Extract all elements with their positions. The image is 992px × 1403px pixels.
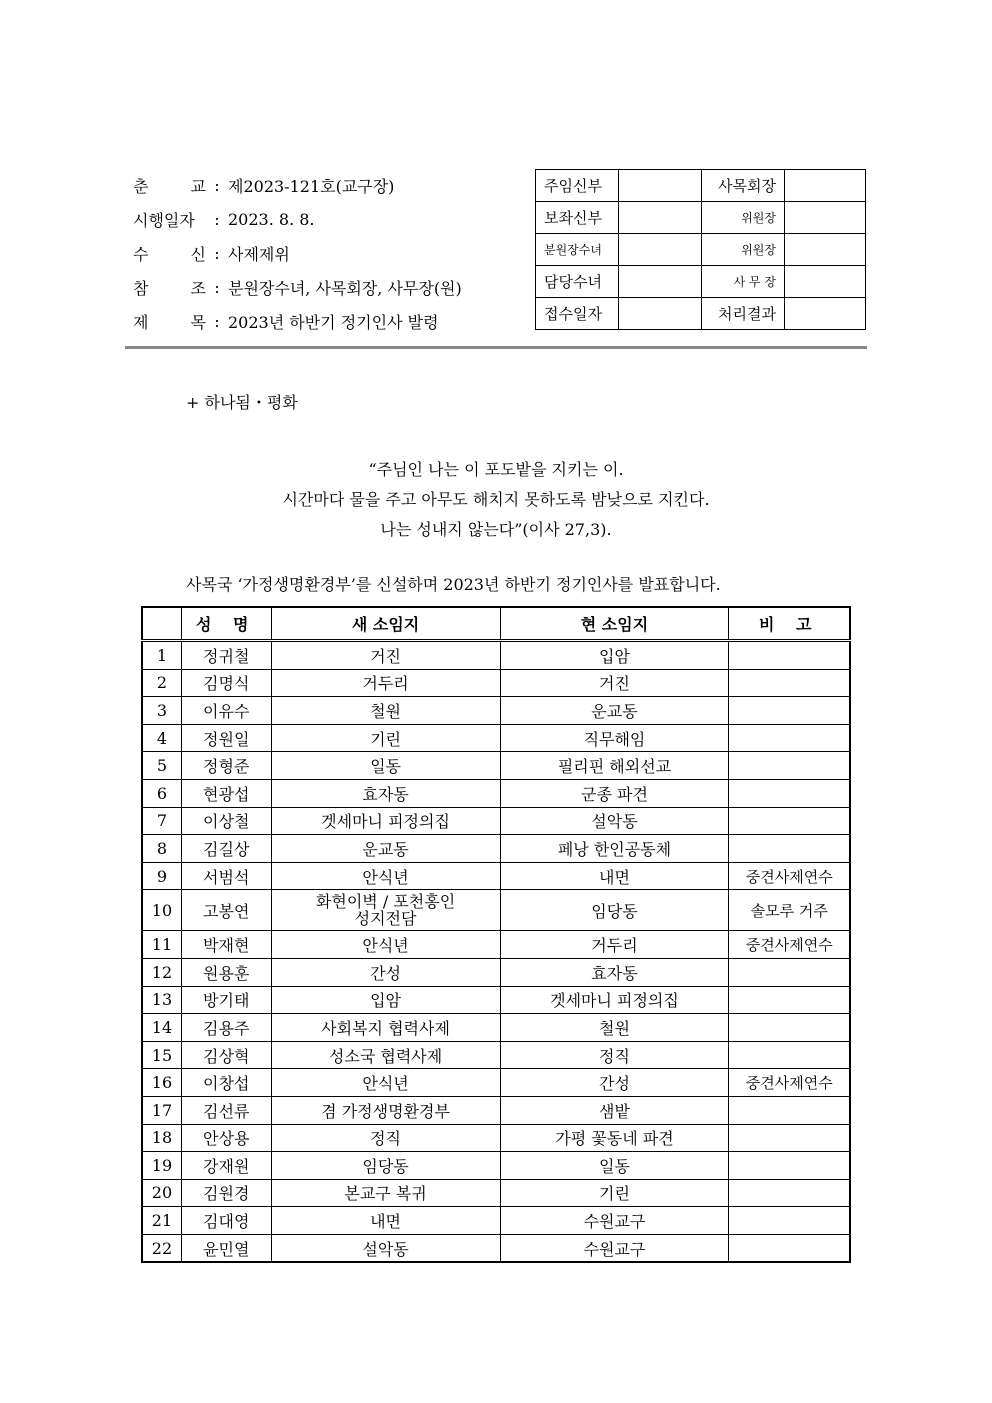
header-field-value: 2023년 하반기 정기인사 발령 (228, 312, 439, 332)
approval-signature-cell (785, 170, 866, 202)
header-field-value: 분원장수녀, 사목회장, 사무장(원) (228, 278, 462, 298)
cell-no: 8 (142, 835, 181, 863)
table-row (142, 752, 850, 780)
cell-no: 22 (142, 1234, 181, 1262)
cell-note: 중견사제연수 (729, 931, 850, 959)
cell-current-post: 간성 (500, 1069, 729, 1097)
approval-label: 담당수녀 (536, 266, 619, 298)
label-part: 교 (190, 176, 206, 196)
cell-current-post: 가평 꽃동네 파견 (500, 1124, 729, 1152)
approval-label: 접수일자 (536, 298, 619, 330)
cell-no: 12 (142, 958, 181, 986)
cell-new-post: 운교동 (271, 835, 500, 863)
label-part: 참 (133, 278, 149, 298)
cell-note (729, 807, 850, 835)
approval-row (536, 170, 866, 202)
table-row (142, 724, 850, 752)
cell-current-post: 필리핀 해외선교 (500, 752, 729, 780)
cell-new-post: 입암 (271, 986, 500, 1014)
cell-note (729, 986, 850, 1014)
table-row (142, 931, 850, 959)
cell-current-post: 샘밭 (500, 1096, 729, 1124)
cell-name: 원용훈 (181, 958, 271, 986)
approval-label: 분원장수녀 (536, 234, 619, 266)
label-part: 수 (133, 244, 149, 264)
cell-name: 윤민열 (181, 1234, 271, 1262)
cell-current-post: 수원교구 (500, 1207, 729, 1235)
cell-note (729, 1234, 850, 1262)
cell-name: 이상철 (181, 807, 271, 835)
approval-row (536, 234, 866, 266)
header-field-row (133, 304, 533, 338)
cell-current-post: 거진 (500, 669, 729, 697)
quote-line: 나는 성내지 않는다”(이사 27,3). (380, 520, 612, 539)
cell-name: 서범석 (181, 862, 271, 890)
approval-signature-cell (785, 266, 866, 298)
approval-label: 사 무 장 (702, 266, 785, 298)
cell-name: 강재원 (181, 1152, 271, 1180)
table-row (142, 1124, 850, 1152)
cell-name: 박재현 (181, 931, 271, 959)
table-header-row (142, 607, 850, 641)
cell-no: 21 (142, 1207, 181, 1235)
cell-new-post: 사회복지 협력사제 (271, 1014, 500, 1042)
table-row (142, 641, 850, 670)
cell-new-post: 거진 (271, 641, 500, 670)
cell-current-post: 임당동 (500, 890, 729, 931)
cell-no: 3 (142, 697, 181, 725)
cell-name: 고봉연 (181, 890, 271, 931)
table-row (142, 890, 850, 931)
cell-new-post: 철원 (271, 697, 500, 725)
header-field-row (133, 202, 533, 236)
cell-note: 중견사제연수 (729, 1069, 850, 1097)
greeting: + 하나됨・평화 (186, 393, 298, 412)
cell-current-post: 내면 (500, 862, 729, 890)
table-row (142, 986, 850, 1014)
approval-label: 처리결과 (702, 298, 785, 330)
approval-table (535, 169, 866, 330)
cell-name: 이창섭 (181, 1069, 271, 1097)
col-header-no (142, 607, 181, 641)
table-row (142, 669, 850, 697)
cell-note (729, 1152, 850, 1180)
cell-no: 6 (142, 779, 181, 807)
cell-no: 9 (142, 862, 181, 890)
quote-line: “주님인 나는 이 포도밭을 지키는 이. (368, 460, 624, 479)
cell-new-post: 안식년 (271, 1069, 500, 1097)
cell-no: 18 (142, 1124, 181, 1152)
cell-note (729, 1096, 850, 1124)
cell-no: 16 (142, 1069, 181, 1097)
cell-current-post: 운교동 (500, 697, 729, 725)
cell-current-post: 페낭 한인공동체 (500, 835, 729, 863)
cell-note (729, 835, 850, 863)
header-field-value: 2023. 8. 8. (228, 209, 315, 229)
header-field-value: 제2023-121호(교구장) (228, 176, 395, 196)
cell-new-post: 안식년 (271, 862, 500, 890)
approval-label: 보좌신부 (536, 202, 619, 234)
header-field-row (133, 168, 533, 202)
header-field-colon: : (214, 277, 220, 297)
cell-note (729, 1179, 850, 1207)
cell-name: 안상용 (181, 1124, 271, 1152)
header-field-label (133, 310, 206, 333)
cell-current-post: 거두리 (500, 931, 729, 959)
label-part: 시행일자 (133, 210, 195, 230)
cell-no: 17 (142, 1096, 181, 1124)
cell-name: 정원일 (181, 724, 271, 752)
multiline-text: 화현이벽 / 포천홍인 성지전담 (315, 891, 456, 928)
header-fields (133, 168, 533, 338)
cell-new-post: 정직 (271, 1124, 500, 1152)
cell-new-post: 임당동 (271, 1152, 500, 1180)
table-row (142, 835, 850, 863)
header-field-label (133, 208, 206, 231)
header-field-row (133, 270, 533, 304)
cell-name: 김명식 (181, 669, 271, 697)
cell-current-post: 일동 (500, 1152, 729, 1180)
intro-text: 사목국 ‘가정생명환경부’를 신설하며 2023년 하반기 정기인사를 발표합니다. (186, 575, 721, 594)
cell-name: 김대영 (181, 1207, 271, 1235)
cell-no: 5 (142, 752, 181, 780)
header-field-colon: : (214, 243, 220, 263)
cell-new-post: 기린 (271, 724, 500, 752)
table-row (142, 779, 850, 807)
cell-new-post: 거두리 (271, 669, 500, 697)
table-row (142, 1014, 850, 1042)
cell-current-post: 입암 (500, 641, 729, 670)
cell-no: 14 (142, 1014, 181, 1042)
label-part: 목 (190, 312, 206, 332)
table-row (142, 1234, 850, 1262)
cell-no: 11 (142, 931, 181, 959)
cell-note (729, 958, 850, 986)
label-part: 제 (133, 312, 149, 332)
cell-new-post: 겟세마니 피정의집 (271, 807, 500, 835)
header-field-label (133, 276, 206, 299)
cell-note (729, 697, 850, 725)
cell-name: 김원경 (181, 1179, 271, 1207)
cell-name: 김상혁 (181, 1041, 271, 1069)
cell-new-post: 간성 (271, 958, 500, 986)
cell-no: 20 (142, 1179, 181, 1207)
cell-no: 1 (142, 641, 181, 670)
cell-current-post: 기린 (500, 1179, 729, 1207)
cell-name: 방기태 (181, 986, 271, 1014)
approval-row (536, 298, 866, 330)
table-row (142, 697, 850, 725)
header-field-colon: : (214, 175, 220, 195)
approval-row (536, 266, 866, 298)
table-row (142, 807, 850, 835)
approval-signature-cell (619, 202, 702, 234)
table-row (142, 1179, 850, 1207)
cell-current-post: 수원교구 (500, 1234, 729, 1262)
approval-signature-cell (619, 298, 702, 330)
label-part: 신 (190, 244, 206, 264)
cell-new-post: 일동 (271, 752, 500, 780)
col-header-current-post: 현 소임지 (500, 607, 729, 641)
cell-name: 김선류 (181, 1096, 271, 1124)
cell-no: 2 (142, 669, 181, 697)
cell-note: 중견사제연수 (729, 862, 850, 890)
label-part: 춘 (133, 176, 149, 196)
cell-note (729, 752, 850, 780)
personnel-table (141, 606, 851, 1263)
cell-new-post: 겸 가정생명환경부 (271, 1096, 500, 1124)
table-row (142, 1096, 850, 1124)
cell-note (729, 1207, 850, 1235)
cell-current-post: 효자동 (500, 958, 729, 986)
approval-label: 주임신부 (536, 170, 619, 202)
cell-new-post: 내면 (271, 1207, 500, 1235)
cell-no: 19 (142, 1152, 181, 1180)
cell-name: 현광섭 (181, 779, 271, 807)
approval-signature-cell (619, 170, 702, 202)
table-row (142, 1069, 850, 1097)
cell-current-post: 설악동 (500, 807, 729, 835)
cell-current-post: 직무해임 (500, 724, 729, 752)
cell-note (729, 641, 850, 670)
header-field-row (133, 236, 533, 270)
col-header-new-post: 새 소임지 (271, 607, 500, 641)
header-field-label (133, 174, 206, 197)
cell-new-post: 설악동 (271, 1234, 500, 1262)
cell-new-post (271, 890, 500, 931)
approval-label: 사목회장 (702, 170, 785, 202)
header-field-label (133, 242, 206, 265)
header-divider (125, 346, 867, 349)
approval-label: 위원장 (702, 234, 785, 266)
cell-no: 7 (142, 807, 181, 835)
cell-current-post: 군종 파견 (500, 779, 729, 807)
cell-no: 10 (142, 890, 181, 931)
approval-signature-cell (785, 202, 866, 234)
quote-line: 시간마다 물을 주고 아무도 해치지 못하도록 밤낮으로 지킨다. (282, 490, 710, 509)
cell-current-post: 철원 (500, 1014, 729, 1042)
cell-note (729, 669, 850, 697)
cell-note (729, 779, 850, 807)
approval-row (536, 202, 866, 234)
table-row (142, 862, 850, 890)
header-field-value: 사제제위 (228, 244, 290, 264)
cell-name: 정귀철 (181, 641, 271, 670)
label-part: 조 (190, 278, 206, 298)
approval-label: 위원장 (702, 202, 785, 234)
cell-no: 13 (142, 986, 181, 1014)
cell-new-post: 본교구 복귀 (271, 1179, 500, 1207)
cell-new-post: 효자동 (271, 779, 500, 807)
cell-current-post: 정직 (500, 1041, 729, 1069)
cell-no: 4 (142, 724, 181, 752)
table-row (142, 1152, 850, 1180)
table-row (142, 958, 850, 986)
table-row (142, 1041, 850, 1069)
cell-name: 김용주 (181, 1014, 271, 1042)
approval-signature-cell (619, 234, 702, 266)
cell-note (729, 1014, 850, 1042)
cell-note (729, 1124, 850, 1152)
cell-new-post: 안식년 (271, 931, 500, 959)
cell-new-post: 성소국 협력사제 (271, 1041, 500, 1069)
cell-note: 솔모루 거주 (729, 890, 850, 931)
approval-signature-cell (785, 298, 866, 330)
cell-name: 정형준 (181, 752, 271, 780)
approval-signature-cell (619, 266, 702, 298)
cell-no: 15 (142, 1041, 181, 1069)
cell-note (729, 1041, 850, 1069)
table-row (142, 1207, 850, 1235)
cell-current-post: 겟세마니 피정의집 (500, 986, 729, 1014)
header-field-colon: : (214, 311, 220, 331)
cell-note (729, 724, 850, 752)
col-header-name: 성 명 (181, 607, 271, 641)
header-field-colon: : (214, 209, 220, 229)
col-header-note: 비 고 (729, 607, 850, 641)
cell-name: 김길상 (181, 835, 271, 863)
approval-signature-cell (785, 234, 866, 266)
scripture-quote (0, 455, 992, 545)
cell-name: 이유수 (181, 697, 271, 725)
